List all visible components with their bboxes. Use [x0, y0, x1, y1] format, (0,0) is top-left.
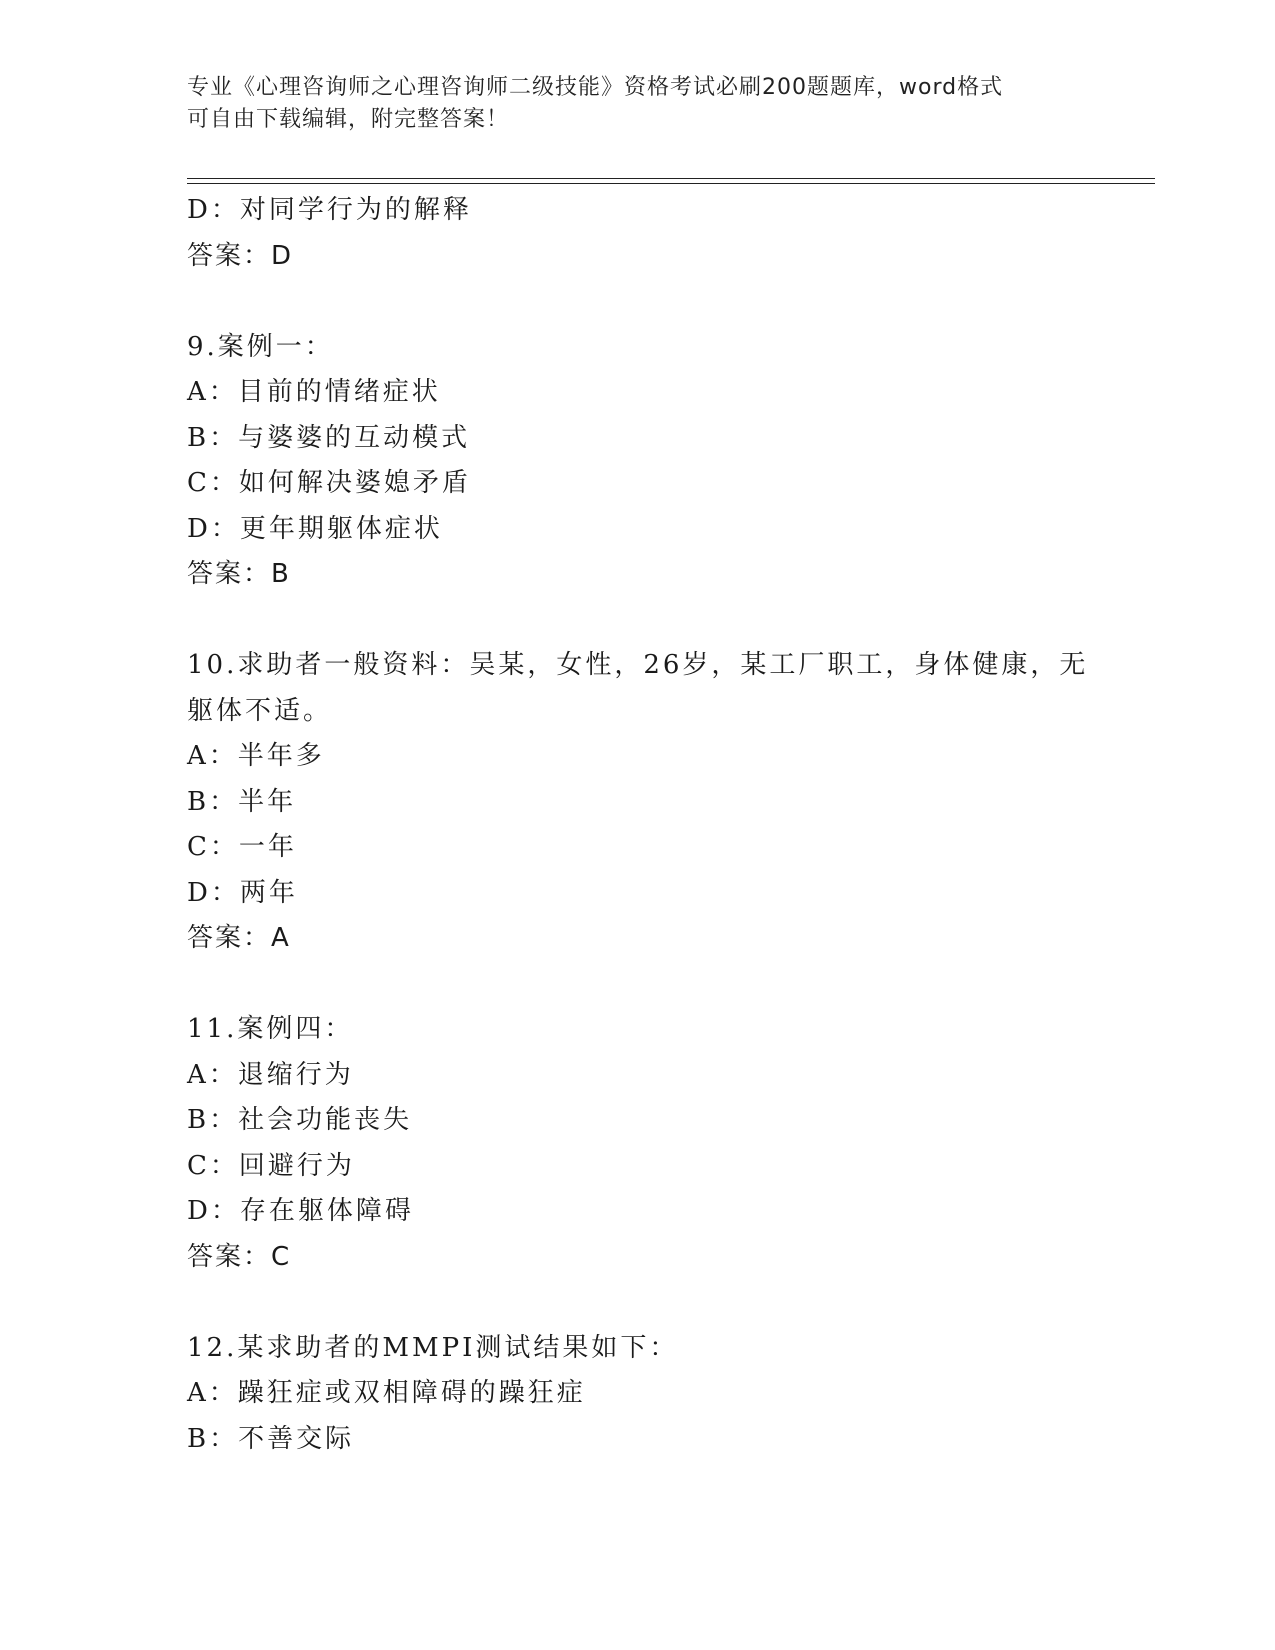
- question-12: [187, 1326, 1107, 1463]
- option-b: B：与婆婆的互动模式: [187, 422, 471, 453]
- option-c: C：如何解决婆媳矛盾: [187, 468, 471, 498]
- spacer: [187, 962, 1107, 1008]
- question-10: [187, 643, 1107, 962]
- option-b: B：社会功能丧失: [187, 1105, 413, 1135]
- header-divider-bottom: [187, 183, 1155, 184]
- question-continued: [187, 188, 1107, 279]
- question-stem: 11.案例四：: [187, 1014, 354, 1044]
- spacer: [187, 598, 1107, 644]
- question-stem: 9.案例一：: [187, 331, 334, 362]
- option-c: C：回避行为: [187, 1150, 355, 1181]
- answer-line: 答案：A: [187, 923, 291, 953]
- question-stem-line-2: 躯体不适。: [187, 695, 333, 726]
- spacer: [187, 279, 1107, 325]
- header-divider-top: [187, 178, 1155, 179]
- option-b: B：不善交际: [187, 1423, 355, 1454]
- document-header: [187, 72, 1087, 136]
- option-b: B：半年: [187, 786, 297, 817]
- question-stem-line-1: 10.求助者一般资料：吴某，女性，26岁，某工厂职工，身体健康，无: [187, 650, 1089, 680]
- option-d: D：存在躯体障碍: [187, 1196, 414, 1226]
- option-d: D：两年: [187, 877, 298, 908]
- header-title-line-1: 专业《心理咨询师之心理咨询师二级技能》资格考试必刷200题题库，word格式: [187, 75, 1004, 100]
- option-c: C：一年: [187, 832, 297, 862]
- option-d: D：对同学行为的解释: [187, 195, 472, 225]
- option-d: D：更年期躯体症状: [187, 513, 443, 544]
- option-a: A：退缩行为: [187, 1059, 354, 1090]
- question-11: [187, 1007, 1107, 1280]
- answer-line: 答案：D: [187, 240, 294, 271]
- question-list: [187, 188, 1107, 1462]
- answer-line: 答案：C: [187, 1241, 292, 1272]
- option-a: A：目前的情绪症状: [187, 377, 441, 407]
- question-stem: 12.某求助者的MMPI测试结果如下：: [187, 1332, 679, 1363]
- header-title-line-2: 可自由下载编辑，附完整答案！: [187, 107, 510, 132]
- spacer: [187, 1280, 1107, 1326]
- option-a: A：躁狂症或双相障碍的躁狂症: [187, 1378, 586, 1408]
- question-9: [187, 325, 1107, 598]
- answer-line: 答案：B: [187, 559, 291, 589]
- option-a: A：半年多: [187, 741, 325, 771]
